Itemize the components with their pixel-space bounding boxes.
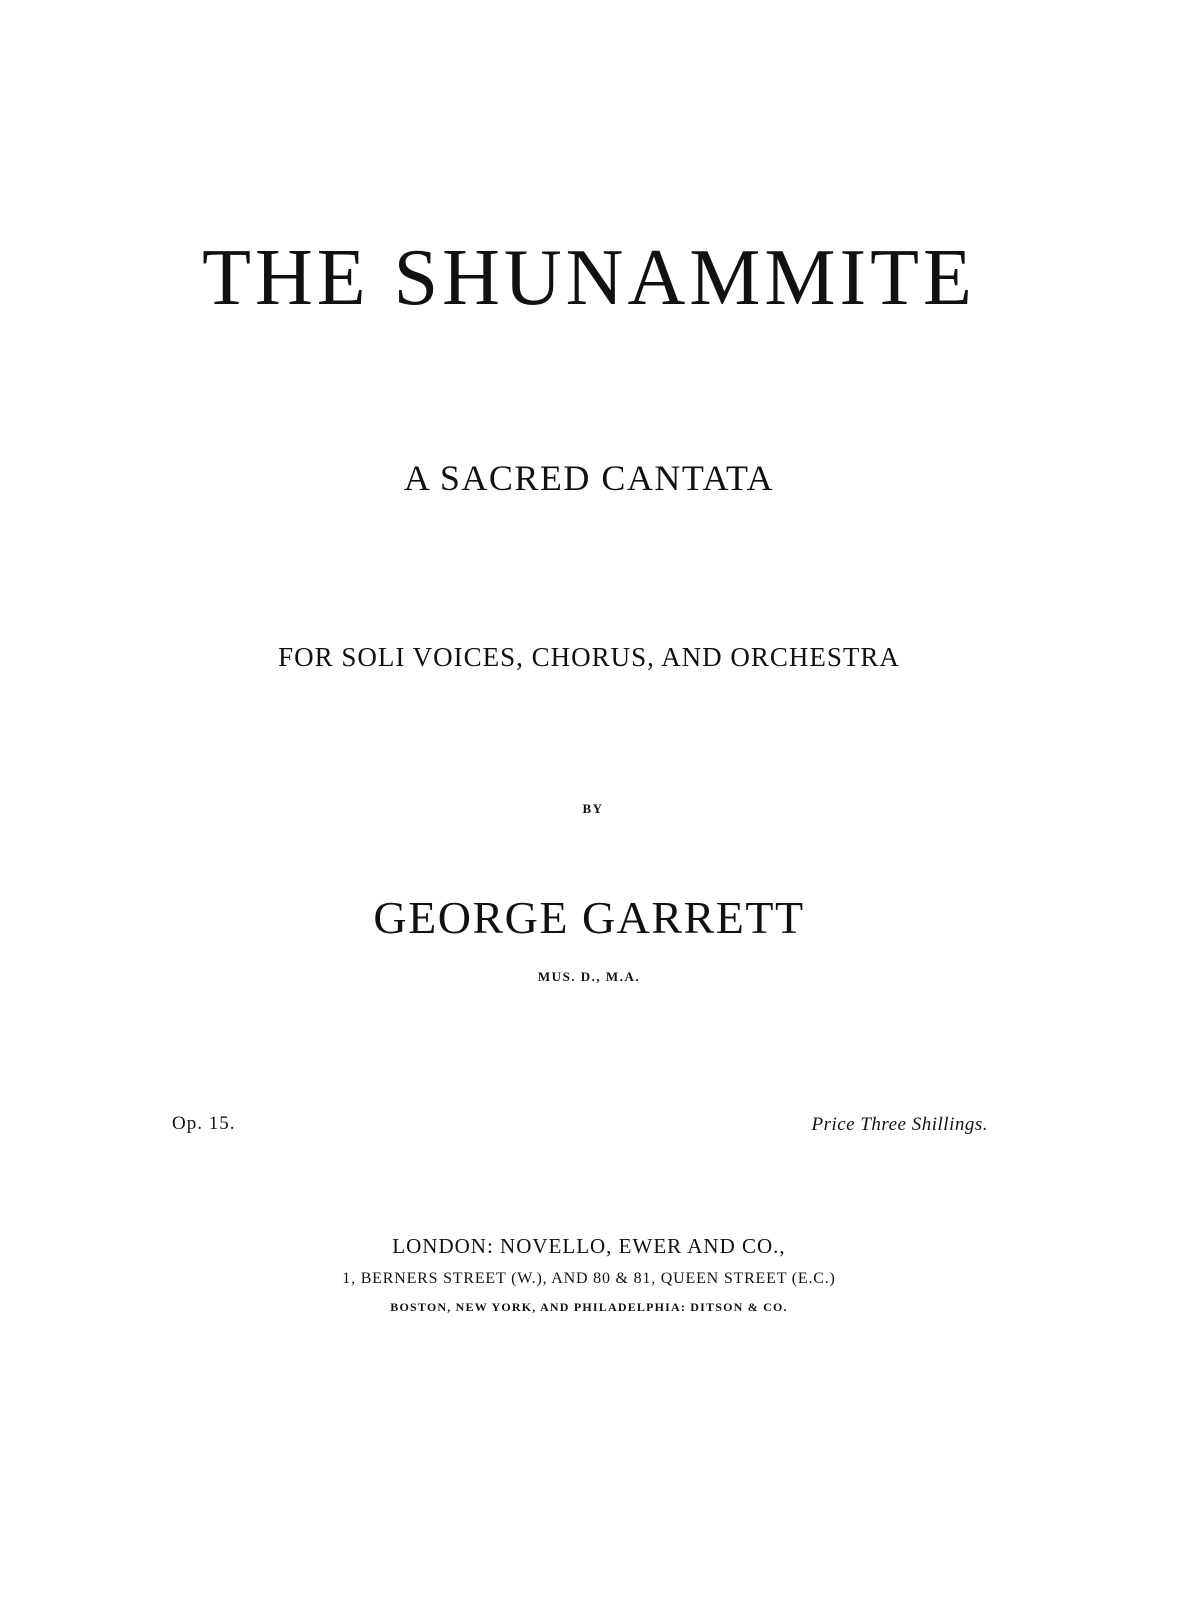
scoring-line: FOR SOLI VOICES, CHORUS, AND ORCHESTRA bbox=[278, 642, 900, 672]
composer-degrees: MUS. D., M.A. bbox=[537, 969, 641, 984]
subtitle: A SACRED CANTATA bbox=[403, 458, 775, 498]
composer-name: GEORGE GARRETT bbox=[373, 892, 805, 943]
publisher-line-3: BOSTON, NEW YORK, AND PHILADELPHIA: DITSON & CO. bbox=[390, 1300, 788, 1314]
publisher-line-1: LONDON: NOVELLO, EWER AND CO., bbox=[392, 1234, 786, 1258]
by-label: BY bbox=[582, 801, 604, 816]
price-line: Price Three Shillings. bbox=[811, 1114, 988, 1135]
publisher-line-2: 1, BERNERS STREET (W.), AND 80 & 81, QUEEN STREET (E.C.) bbox=[342, 1270, 836, 1287]
page-title: THE SHUNAMMITE bbox=[202, 234, 976, 322]
opus-number: Op. 15. bbox=[172, 1113, 236, 1134]
